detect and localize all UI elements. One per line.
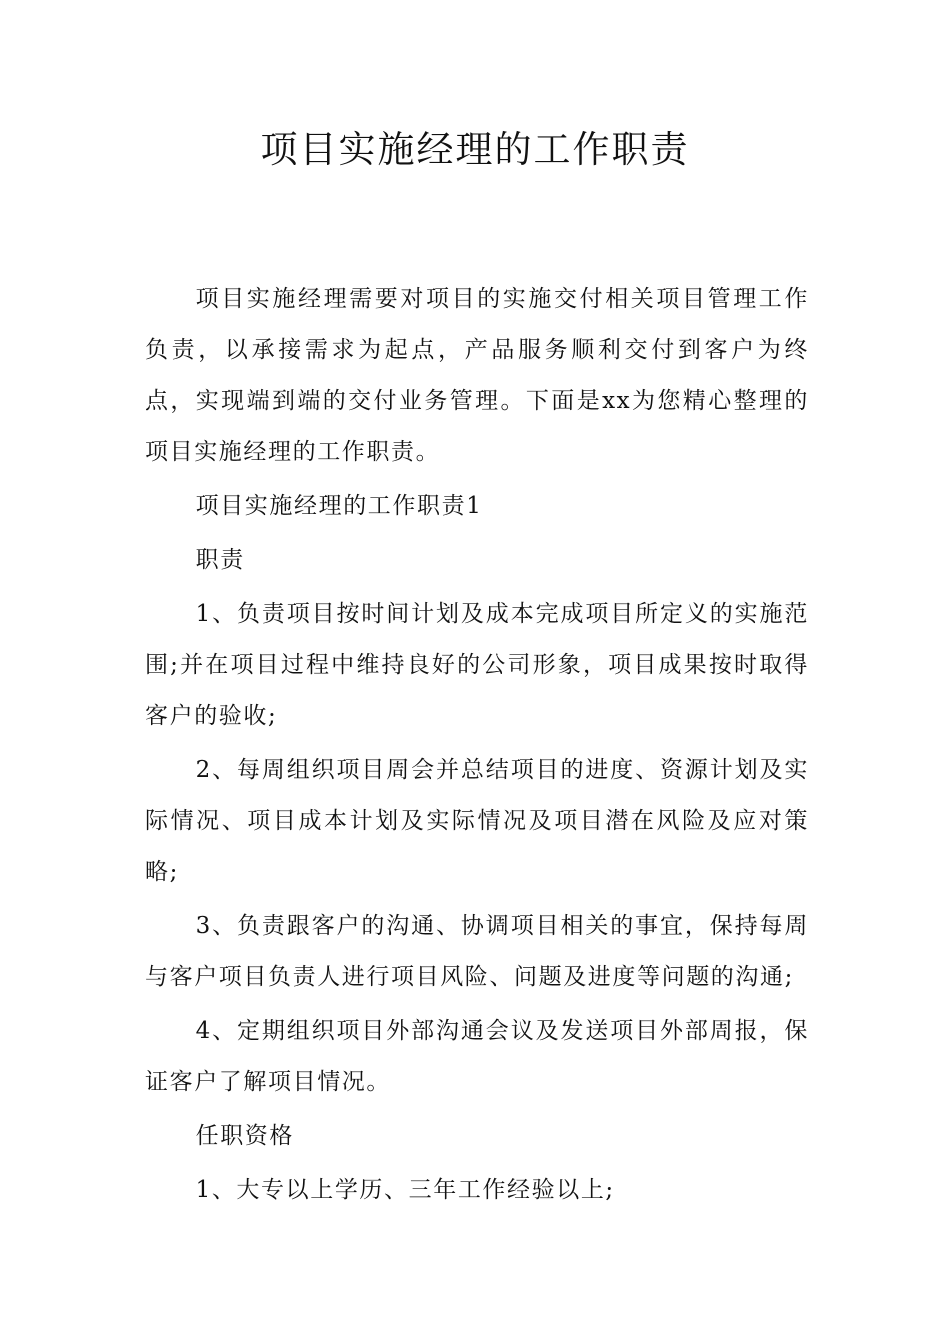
qualification-item-1: 1、大专以上学历、三年工作经验以上; bbox=[195, 1177, 615, 1203]
duty-item-3: 3、负责跟客户的沟通、协调项目相关的事宜，保持每周与客户项目负责人进行项目风险、问题及进度等问题的沟通; bbox=[145, 913, 809, 990]
section-heading-1: 项目实施经理的工作职责1 bbox=[195, 493, 483, 519]
duty-item-2: 2、每周组织项目周会并总结项目的进度、资源计划及实际情况、项目成本计划及实际情况及项目潜在风险及应对策略; bbox=[145, 757, 809, 885]
duty-item-4: 4、定期组织项目外部沟通会议及发送项目外部周报，保证客户了解项目情况。 bbox=[145, 1018, 809, 1095]
subheading-qualifications: 任职资格 bbox=[195, 1123, 294, 1149]
document-title: 项目实施经理的工作职责 bbox=[260, 128, 690, 171]
intro-paragraph: 项目实施经理需要对项目的实施交付相关项目管理工作负责，以承接需求为起点，产品服务顺利交付到客户为终点，实现端到端的交付业务管理。下面是xx为您精心整理的项目实施经理的工作职责。 bbox=[145, 286, 809, 465]
subheading-duties: 职责 bbox=[195, 547, 245, 573]
document-body bbox=[145, 274, 809, 1216]
duty-item-1: 1、负责项目按时间计划及成本完成项目所定义的实施范围;并在项目过程中维持良好的公司形象，项目成果按时取得客户的验收; bbox=[145, 601, 809, 729]
